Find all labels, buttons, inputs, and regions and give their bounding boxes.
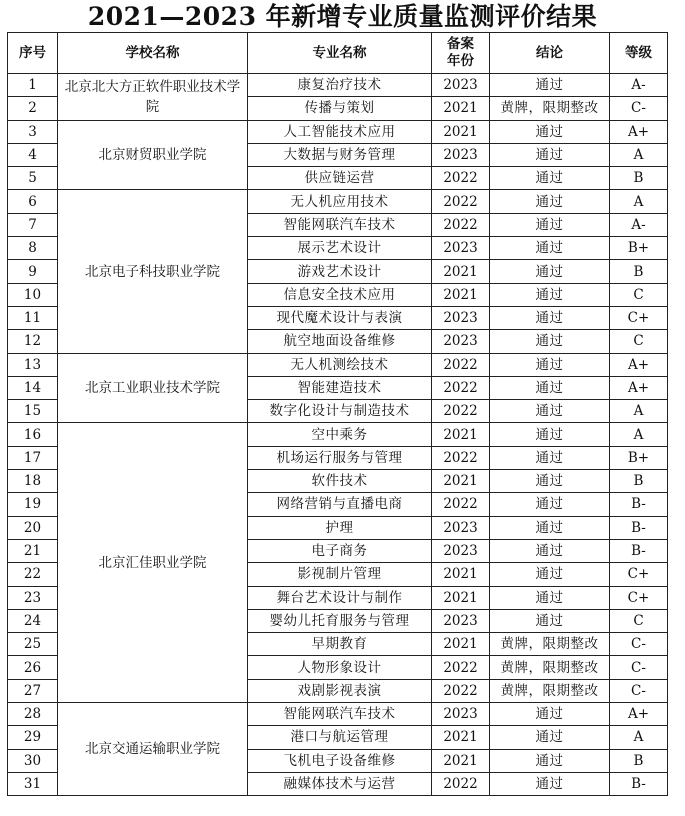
cell-index: 6 [8, 190, 58, 213]
cell-major: 智能网联汽车技术 [248, 703, 432, 726]
cell-major: 港口与航运管理 [248, 726, 432, 749]
cell-conclusion: 通过 [490, 703, 610, 726]
cell-year: 2022 [432, 353, 490, 376]
header-year [432, 33, 490, 74]
cell-conclusion: 通过 [490, 283, 610, 306]
cell-grade: B+ [610, 237, 668, 260]
cell-index: 25 [8, 633, 58, 656]
cell-grade: A+ [610, 120, 668, 143]
cell-major: 展示艺术设计 [248, 237, 432, 260]
cell-index: 26 [8, 656, 58, 679]
cell-conclusion: 通过 [490, 260, 610, 283]
cell-conclusion: 通过 [490, 772, 610, 795]
cell-grade: C- [610, 679, 668, 702]
table-header-row [8, 33, 668, 74]
cell-major: 融媒体技术与运营 [248, 772, 432, 795]
cell-major: 影视制片管理 [248, 563, 432, 586]
cell-grade: B [610, 260, 668, 283]
cell-year: 2021 [432, 563, 490, 586]
cell-year: 2023 [432, 237, 490, 260]
table-row [8, 703, 668, 726]
cell-conclusion: 通过 [490, 609, 610, 632]
cell-conclusion: 通过 [490, 190, 610, 213]
cell-grade: C [610, 330, 668, 353]
cell-grade: A+ [610, 376, 668, 399]
cell-major: 现代魔术设计与表演 [248, 306, 432, 329]
cell-grade: A+ [610, 353, 668, 376]
cell-conclusion: 黄牌，限期整改 [490, 97, 610, 120]
cell-year: 2022 [432, 400, 490, 423]
cell-school: 北京电子科技职业学院 [58, 190, 248, 353]
cell-conclusion: 通过 [490, 563, 610, 586]
cell-year: 2021 [432, 283, 490, 306]
cell-index: 7 [8, 213, 58, 236]
cell-year: 2021 [432, 749, 490, 772]
header-index: 序号 [8, 33, 58, 74]
cell-conclusion: 黄牌，限期整改 [490, 656, 610, 679]
cell-conclusion: 通过 [490, 400, 610, 423]
table-row [8, 120, 668, 143]
cell-major: 空中乘务 [248, 423, 432, 446]
cell-index: 5 [8, 167, 58, 190]
cell-grade: A [610, 143, 668, 166]
cell-index: 9 [8, 260, 58, 283]
cell-index: 1 [8, 74, 58, 97]
cell-major: 智能建造技术 [248, 376, 432, 399]
cell-index: 21 [8, 539, 58, 562]
cell-grade: C [610, 283, 668, 306]
cell-major: 舞台艺术设计与制作 [248, 586, 432, 609]
cell-conclusion: 通过 [490, 749, 610, 772]
header-conclusion: 结论 [490, 33, 610, 74]
cell-year: 2023 [432, 539, 490, 562]
cell-index: 18 [8, 470, 58, 493]
cell-conclusion: 通过 [490, 423, 610, 446]
cell-major: 婴幼儿托育服务与管理 [248, 609, 432, 632]
cell-major: 人工智能技术应用 [248, 120, 432, 143]
cell-year: 2022 [432, 376, 490, 399]
cell-conclusion: 通过 [490, 167, 610, 190]
cell-major: 无人机应用技术 [248, 190, 432, 213]
cell-conclusion: 黄牌，限期整改 [490, 633, 610, 656]
cell-conclusion: 通过 [490, 213, 610, 236]
cell-conclusion: 通过 [490, 353, 610, 376]
cell-index: 10 [8, 283, 58, 306]
cell-grade: B- [610, 539, 668, 562]
cell-grade: B [610, 167, 668, 190]
cell-major: 大数据与财务管理 [248, 143, 432, 166]
cell-major: 电子商务 [248, 539, 432, 562]
table-row [8, 353, 668, 376]
cell-conclusion: 通过 [490, 120, 610, 143]
cell-index: 17 [8, 446, 58, 469]
cell-grade: C+ [610, 586, 668, 609]
cell-major: 航空地面设备维修 [248, 330, 432, 353]
cell-major: 软件技术 [248, 470, 432, 493]
cell-year: 2021 [432, 633, 490, 656]
cell-major: 人物形象设计 [248, 656, 432, 679]
cell-year: 2023 [432, 74, 490, 97]
cell-index: 14 [8, 376, 58, 399]
cell-school: 北京工业职业技术学院 [58, 353, 248, 423]
table-body [8, 74, 668, 796]
cell-grade: A [610, 423, 668, 446]
cell-index: 2 [8, 97, 58, 120]
cell-year: 2022 [432, 446, 490, 469]
cell-major: 戏剧影视表演 [248, 679, 432, 702]
cell-major: 信息安全技术应用 [248, 283, 432, 306]
cell-school: 北京财贸职业学院 [58, 120, 248, 190]
cell-year: 2022 [432, 493, 490, 516]
cell-year: 2021 [432, 120, 490, 143]
document-title: 2021—2023 年新增专业质量监测评价结果 [87, 2, 598, 31]
cell-major: 游戏艺术设计 [248, 260, 432, 283]
cell-year: 2021 [432, 97, 490, 120]
cell-year: 2023 [432, 703, 490, 726]
cell-conclusion: 通过 [490, 74, 610, 97]
cell-major: 智能网联汽车技术 [248, 213, 432, 236]
cell-grade: A [610, 400, 668, 423]
cell-conclusion: 通过 [490, 470, 610, 493]
cell-grade: C- [610, 656, 668, 679]
cell-major: 传播与策划 [248, 97, 432, 120]
cell-grade: B- [610, 516, 668, 539]
cell-grade: B [610, 470, 668, 493]
cell-grade: C+ [610, 563, 668, 586]
cell-year: 2021 [432, 470, 490, 493]
cell-index: 15 [8, 400, 58, 423]
cell-index: 13 [8, 353, 58, 376]
cell-year: 2021 [432, 260, 490, 283]
cell-conclusion: 通过 [490, 376, 610, 399]
cell-major: 数字化设计与制造技术 [248, 400, 432, 423]
cell-major: 供应链运营 [248, 167, 432, 190]
cell-index: 19 [8, 493, 58, 516]
cell-year: 2023 [432, 330, 490, 353]
cell-grade: A [610, 726, 668, 749]
cell-grade: B+ [610, 446, 668, 469]
header-grade: 等级 [610, 33, 668, 74]
cell-school: 北京北大方正软件职业技术学院 [58, 74, 248, 121]
header-year-line1: 备案 [447, 36, 474, 52]
cell-conclusion: 通过 [490, 726, 610, 749]
cell-index: 24 [8, 609, 58, 632]
cell-grade: A+ [610, 703, 668, 726]
cell-index: 4 [8, 143, 58, 166]
cell-year: 2023 [432, 306, 490, 329]
cell-conclusion: 通过 [490, 493, 610, 516]
cell-year: 2021 [432, 726, 490, 749]
cell-year: 2021 [432, 423, 490, 446]
cell-grade: C- [610, 633, 668, 656]
cell-major: 飞机电子设备维修 [248, 749, 432, 772]
cell-major: 机场运行服务与管理 [248, 446, 432, 469]
table-row [8, 74, 668, 97]
cell-year: 2022 [432, 656, 490, 679]
cell-year: 2022 [432, 679, 490, 702]
cell-conclusion: 通过 [490, 446, 610, 469]
cell-index: 11 [8, 306, 58, 329]
cell-year: 2022 [432, 772, 490, 795]
cell-school: 北京汇佳职业学院 [58, 423, 248, 703]
cell-index: 3 [8, 120, 58, 143]
cell-year: 2022 [432, 213, 490, 236]
header-school: 学校名称 [58, 33, 248, 74]
cell-conclusion: 通过 [490, 143, 610, 166]
results-table [7, 32, 668, 796]
cell-grade: A- [610, 74, 668, 97]
cell-grade: C- [610, 97, 668, 120]
cell-year: 2022 [432, 190, 490, 213]
cell-major: 护理 [248, 516, 432, 539]
cell-index: 12 [8, 330, 58, 353]
cell-major: 无人机测绘技术 [248, 353, 432, 376]
cell-major: 康复治疗技术 [248, 74, 432, 97]
cell-year: 2022 [432, 167, 490, 190]
table-row [8, 190, 668, 213]
cell-index: 27 [8, 679, 58, 702]
cell-school: 北京交通运输职业学院 [58, 703, 248, 796]
cell-conclusion: 通过 [490, 586, 610, 609]
header-year-line2: 年份 [447, 53, 474, 69]
cell-grade: A- [610, 213, 668, 236]
table-row [8, 423, 668, 446]
cell-index: 28 [8, 703, 58, 726]
cell-index: 20 [8, 516, 58, 539]
cell-conclusion: 通过 [490, 237, 610, 260]
header-major: 专业名称 [248, 33, 432, 74]
cell-grade: B- [610, 493, 668, 516]
cell-index: 16 [8, 423, 58, 446]
cell-major: 早期教育 [248, 633, 432, 656]
cell-index: 23 [8, 586, 58, 609]
cell-index: 31 [8, 772, 58, 795]
cell-grade: A [610, 190, 668, 213]
cell-grade: B- [610, 772, 668, 795]
cell-grade: C+ [610, 306, 668, 329]
cell-major: 网络营销与直播电商 [248, 493, 432, 516]
cell-index: 30 [8, 749, 58, 772]
cell-year: 2023 [432, 143, 490, 166]
cell-conclusion: 通过 [490, 516, 610, 539]
cell-index: 8 [8, 237, 58, 260]
cell-conclusion: 通过 [490, 306, 610, 329]
cell-year: 2023 [432, 609, 490, 632]
cell-index: 29 [8, 726, 58, 749]
cell-year: 2021 [432, 586, 490, 609]
cell-conclusion: 通过 [490, 330, 610, 353]
cell-grade: C [610, 609, 668, 632]
cell-conclusion: 黄牌，限期整改 [490, 679, 610, 702]
cell-conclusion: 通过 [490, 539, 610, 562]
cell-index: 22 [8, 563, 58, 586]
cell-year: 2023 [432, 516, 490, 539]
cell-grade: B [610, 749, 668, 772]
